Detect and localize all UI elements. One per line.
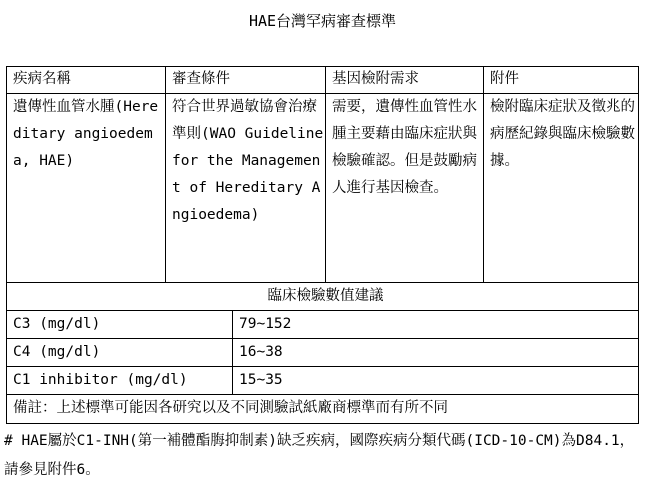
lab-section-heading-row bbox=[7, 283, 639, 311]
cell-review-criteria: 符合世界過敏協會治療準則(WAO Guideline for the Management of Hereditary Angioedema) bbox=[166, 94, 326, 283]
cell-disease-name: 遺傳性血管水腫(Hereditary angioedema, HAE) bbox=[7, 94, 166, 283]
header-genetic-requirement: 基因檢附需求 bbox=[326, 67, 484, 94]
lab-section-heading: 臨床檢驗數值建議 bbox=[7, 283, 639, 311]
header-attachment: 附件 bbox=[484, 67, 639, 94]
table-row bbox=[7, 311, 639, 339]
header-review-criteria: 審查條件 bbox=[166, 67, 326, 94]
cell-genetic-requirement: 需要，遺傳性血管性水腫主要藉由臨床症狀與檢驗確認。但是鼓勵病人進行基因檢查。 bbox=[326, 94, 484, 283]
lab-test-name: C3 (mg/dl) bbox=[7, 311, 233, 339]
lab-test-value: 15~35 bbox=[233, 367, 639, 395]
table-row bbox=[7, 339, 639, 367]
lab-test-value: 16~38 bbox=[233, 339, 639, 367]
lab-test-value: 79~152 bbox=[233, 311, 639, 339]
cell-attachment: 檢附臨床症狀及徵兆的病歷紀錄與臨床檢驗數據。 bbox=[484, 94, 639, 283]
table-row bbox=[7, 367, 639, 395]
header-disease-name: 疾病名稱 bbox=[7, 67, 166, 94]
note-row bbox=[7, 395, 639, 424]
criteria-table bbox=[6, 66, 639, 424]
table-row bbox=[7, 94, 639, 283]
document-title: HAE台灣罕病審查標準 bbox=[248, 12, 397, 30]
lab-test-name: C1 inhibitor (mg/dl) bbox=[7, 367, 233, 395]
lab-test-name: C4 (mg/dl) bbox=[7, 339, 233, 367]
footnote: # HAE屬於C1-INH(第一補體酯脢抑制素)缺乏疾病，國際疾病分類代碼(ICD-10-CM)為D84.1，請參見附件6。 bbox=[4, 433, 635, 478]
table-note: 備註：上述標準可能因各研究以及不同測驗試紙廠商標準而有所不同 bbox=[7, 395, 639, 424]
table-header-row bbox=[7, 67, 639, 94]
